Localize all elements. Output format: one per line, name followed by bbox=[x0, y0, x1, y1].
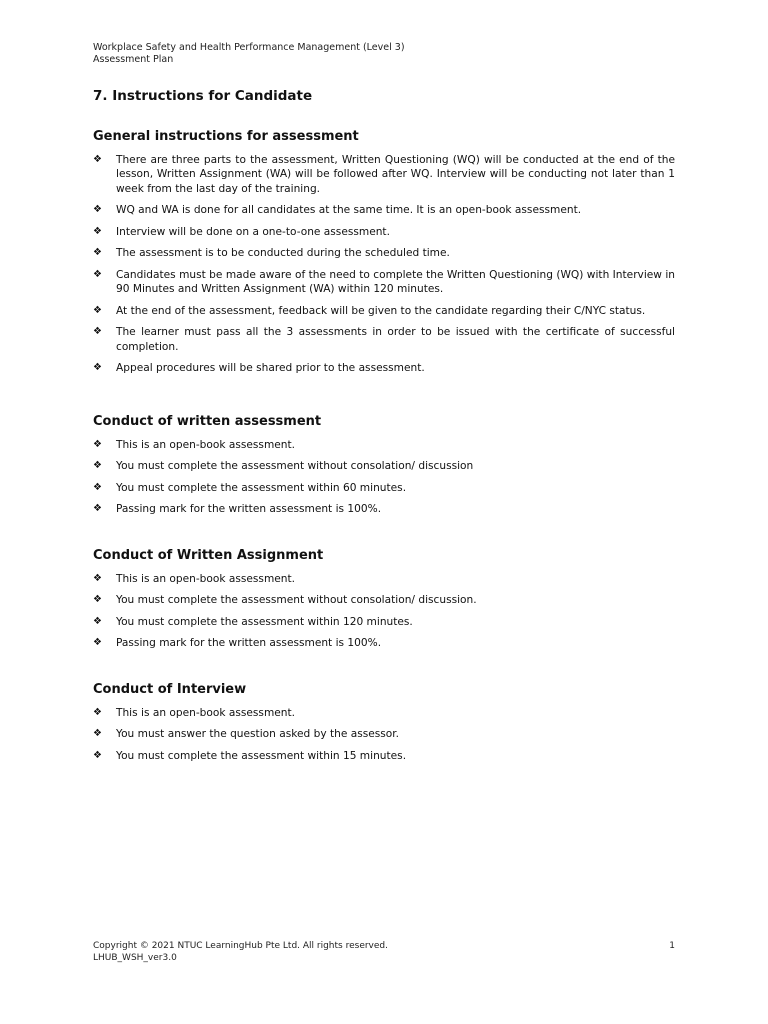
list-item bbox=[93, 438, 675, 452]
diamond-bullet-icon: ❖ bbox=[93, 637, 102, 649]
list-item bbox=[93, 225, 675, 239]
list-item bbox=[93, 593, 675, 607]
subheading-written-assessment: Conduct of written assessment bbox=[93, 413, 322, 429]
list-item-text: Passing mark for the written assessment is 100%. bbox=[116, 503, 382, 516]
diamond-bullet-icon: ❖ bbox=[93, 326, 102, 338]
diamond-bullet-icon: ❖ bbox=[93, 728, 102, 740]
written-assignment-list bbox=[93, 572, 675, 651]
main-content bbox=[93, 86, 675, 770]
subheading-interview: Conduct of Interview bbox=[93, 681, 247, 697]
diamond-bullet-icon: ❖ bbox=[93, 706, 102, 718]
list-item-text: The learner must pass all the 3 assessments in order to be issued with the certificate of successful completion. bbox=[116, 326, 675, 353]
list-item-text: You must complete the assessment within 60 minutes. bbox=[116, 481, 407, 494]
diamond-bullet-icon: ❖ bbox=[93, 481, 102, 493]
diamond-bullet-icon: ❖ bbox=[93, 247, 102, 259]
diamond-bullet-icon: ❖ bbox=[93, 204, 102, 216]
list-item bbox=[93, 459, 675, 473]
diamond-bullet-icon: ❖ bbox=[93, 615, 102, 627]
spacer bbox=[93, 524, 675, 547]
diamond-bullet-icon: ❖ bbox=[93, 572, 102, 584]
list-item-text: You must complete the assessment without consolation/ discussion. bbox=[116, 594, 477, 607]
diamond-bullet-icon: ❖ bbox=[93, 154, 102, 165]
spacer bbox=[93, 658, 675, 681]
list-item-text: There are three parts to the assessment, Written Questioning (WQ) will be conducted at the end of the lesson, Written Assignment (WA) will be followed after WQ. Interview will be conducting not later than 1 week from the last day of the training. bbox=[116, 154, 675, 195]
list-item-text: This is an open-book assessment. bbox=[116, 706, 296, 719]
list-item bbox=[93, 246, 675, 260]
list-item bbox=[93, 615, 675, 629]
list-item bbox=[93, 706, 675, 720]
general-instructions-list bbox=[93, 153, 675, 376]
list-item bbox=[93, 502, 675, 516]
list-item bbox=[93, 361, 675, 375]
header-course-title: Workplace Safety and Health Performance Management (Level 3) bbox=[93, 42, 405, 53]
list-item-text: This is an open-book assessment. bbox=[116, 572, 296, 585]
list-item bbox=[93, 325, 675, 354]
list-item bbox=[93, 481, 675, 495]
copyright-text: Copyright © 2021 NTUC LearningHub Pte Ltd. All rights reserved. bbox=[93, 941, 388, 951]
list-item bbox=[93, 727, 675, 741]
list-item bbox=[93, 636, 675, 650]
list-item bbox=[93, 203, 675, 217]
diamond-bullet-icon: ❖ bbox=[93, 503, 102, 515]
list-item-text: You must complete the assessment within 15 minutes. bbox=[116, 749, 407, 762]
version-label: LHUB_WSH_ver3.0 bbox=[93, 952, 177, 963]
list-item-text: Appeal procedures will be shared prior to the assessment. bbox=[116, 362, 425, 375]
list-item-text: You must complete the assessment within 120 minutes. bbox=[116, 615, 413, 628]
written-assessment-list bbox=[93, 438, 675, 517]
list-item bbox=[93, 153, 675, 196]
diamond-bullet-icon: ❖ bbox=[93, 362, 102, 374]
spacer bbox=[93, 383, 675, 413]
list-item-text: This is an open-book assessment. bbox=[116, 438, 296, 451]
list-item-text: Interview will be done on a one-to-one assessment. bbox=[116, 225, 390, 238]
list-item-text: You must complete the assessment without consolation/ discussion bbox=[116, 460, 474, 473]
list-item-text: You must answer the question asked by the assessor. bbox=[116, 728, 400, 741]
interview-list bbox=[93, 706, 675, 763]
list-item-text: The assessment is to be conducted during the scheduled time. bbox=[116, 247, 450, 260]
diamond-bullet-icon: ❖ bbox=[93, 438, 102, 450]
subheading-written-assignment: Conduct of Written Assignment bbox=[93, 547, 324, 563]
section-title: 7. Instructions for Candidate bbox=[93, 88, 313, 104]
diamond-bullet-icon: ❖ bbox=[93, 304, 102, 316]
diamond-bullet-icon: ❖ bbox=[93, 268, 102, 280]
diamond-bullet-icon: ❖ bbox=[93, 225, 102, 237]
subheading-general-instructions: General instructions for assessment bbox=[93, 129, 359, 144]
diamond-bullet-icon: ❖ bbox=[93, 749, 102, 761]
list-item bbox=[93, 268, 675, 297]
header-document-type: Assessment Plan bbox=[93, 54, 174, 65]
list-item bbox=[93, 304, 675, 318]
diamond-bullet-icon: ❖ bbox=[93, 594, 102, 606]
list-item-text: Passing mark for the written assessment is 100%. bbox=[116, 637, 382, 650]
page-number: 1 bbox=[669, 941, 675, 951]
page-header bbox=[93, 42, 405, 66]
list-item bbox=[93, 749, 675, 763]
list-item-text: WQ and WA is done for all candidates at the same time. It is an open-book assessment. bbox=[116, 204, 582, 217]
page-footer bbox=[93, 941, 675, 964]
diamond-bullet-icon: ❖ bbox=[93, 460, 102, 472]
list-item-text: Candidates must be made aware of the need to complete the Written Questioning (WQ) with Interview in 90 Minutes and Written Assignment (WA) within 120 minutes. bbox=[116, 268, 675, 296]
list-item-text: At the end of the assessment, feedback will be given to the candidate regarding their C/NYC status. bbox=[116, 304, 646, 317]
list-item bbox=[93, 572, 675, 586]
